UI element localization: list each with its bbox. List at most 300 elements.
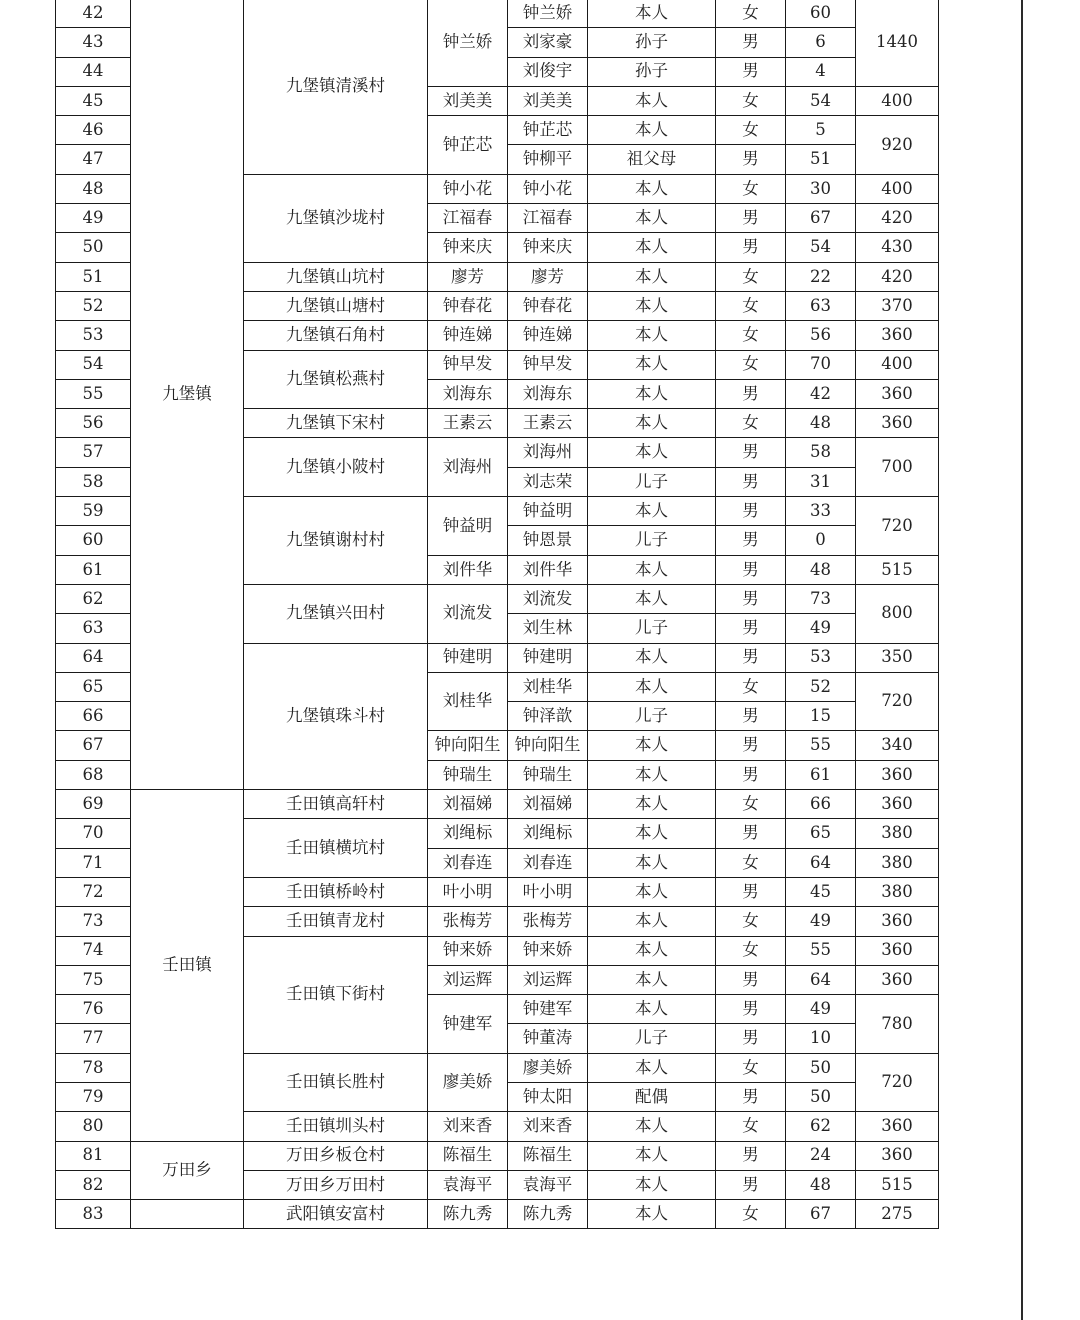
relation-cell: 本人: [588, 233, 716, 262]
member-name-cell: 钟恩景: [508, 526, 588, 555]
household-head-cell: 钟来庆: [428, 233, 508, 262]
gender-cell: 男: [716, 995, 786, 1024]
relation-cell: 儿子: [588, 467, 716, 496]
gender-cell: 男: [716, 555, 786, 584]
village-cell: 九堡镇山坑村: [244, 262, 428, 291]
amount-cell: 720: [856, 672, 939, 731]
member-name-cell: 廖芳: [508, 262, 588, 291]
row-number-cell: 46: [56, 116, 131, 145]
gender-cell: 女: [716, 1112, 786, 1141]
amount-cell: 430: [856, 233, 939, 262]
member-name-cell: 钟来庆: [508, 233, 588, 262]
gender-cell: 男: [716, 1170, 786, 1199]
household-head-cell: 江福春: [428, 204, 508, 233]
relation-cell: 儿子: [588, 1024, 716, 1053]
gender-cell: 男: [716, 526, 786, 555]
household-head-cell: 刘美美: [428, 86, 508, 115]
amount-cell: 420: [856, 262, 939, 291]
amount-cell: 400: [856, 350, 939, 379]
gender-cell: 男: [716, 233, 786, 262]
row-number-cell: 75: [56, 965, 131, 994]
row-number-cell: 60: [56, 526, 131, 555]
row-number-cell: 59: [56, 497, 131, 526]
household-head-cell: 廖美娇: [428, 1053, 508, 1112]
township-cell: 壬田镇: [131, 790, 244, 1142]
member-name-cell: 刘福娣: [508, 790, 588, 819]
household-head-cell: 钟建明: [428, 643, 508, 672]
member-name-cell: 钟小花: [508, 174, 588, 203]
row-number-cell: 62: [56, 584, 131, 613]
age-cell: 0: [786, 526, 856, 555]
amount-cell: 420: [856, 204, 939, 233]
gender-cell: 男: [716, 28, 786, 57]
village-cell: 九堡镇珠斗村: [244, 643, 428, 789]
relation-cell: 本人: [588, 731, 716, 760]
row-number-cell: 43: [56, 28, 131, 57]
household-head-cell: 钟向阳生: [428, 731, 508, 760]
age-cell: 50: [786, 1082, 856, 1111]
household-head-cell: 廖芳: [428, 262, 508, 291]
gender-cell: 女: [716, 1200, 786, 1229]
relation-cell: 本人: [588, 174, 716, 203]
relation-cell: 本人: [588, 1200, 716, 1229]
assistance-roster-table: [55, 0, 939, 1229]
amount-cell: 780: [856, 995, 939, 1054]
member-name-cell: 钟董涛: [508, 1024, 588, 1053]
age-cell: 73: [786, 584, 856, 613]
age-cell: 55: [786, 936, 856, 965]
amount-cell: 720: [856, 1053, 939, 1112]
amount-cell: 800: [856, 584, 939, 643]
gender-cell: 男: [716, 819, 786, 848]
relation-cell: 本人: [588, 86, 716, 115]
gender-cell: 女: [716, 0, 786, 28]
table-row: [56, 1200, 939, 1229]
row-number-cell: 50: [56, 233, 131, 262]
row-number-cell: 79: [56, 1082, 131, 1111]
row-number-cell: 66: [56, 702, 131, 731]
row-number-cell: 58: [56, 467, 131, 496]
relation-cell: 本人: [588, 819, 716, 848]
row-number-cell: 56: [56, 409, 131, 438]
age-cell: 66: [786, 790, 856, 819]
gender-cell: 女: [716, 86, 786, 115]
household-head-cell: 钟瑞生: [428, 760, 508, 789]
village-cell: 壬田镇高轩村: [244, 790, 428, 819]
relation-cell: 本人: [588, 438, 716, 467]
amount-cell: 920: [856, 116, 939, 175]
member-name-cell: 王素云: [508, 409, 588, 438]
village-cell: 壬田镇长胜村: [244, 1053, 428, 1112]
age-cell: 54: [786, 86, 856, 115]
relation-cell: 本人: [588, 995, 716, 1024]
household-head-cell: 钟来娇: [428, 936, 508, 965]
gender-cell: 女: [716, 672, 786, 701]
relation-cell: 本人: [588, 1053, 716, 1082]
member-name-cell: 刘家豪: [508, 28, 588, 57]
household-head-cell: 袁海平: [428, 1170, 508, 1199]
village-cell: 九堡镇小陂村: [244, 438, 428, 497]
age-cell: 48: [786, 555, 856, 584]
member-name-cell: 陈九秀: [508, 1200, 588, 1229]
age-cell: 52: [786, 672, 856, 701]
household-head-cell: 刘福娣: [428, 790, 508, 819]
household-head-cell: 陈福生: [428, 1141, 508, 1170]
row-number-cell: 81: [56, 1141, 131, 1170]
row-number-cell: 82: [56, 1170, 131, 1199]
gender-cell: 男: [716, 204, 786, 233]
relation-cell: 本人: [588, 350, 716, 379]
amount-cell: 380: [856, 819, 939, 848]
row-number-cell: 74: [56, 936, 131, 965]
amount-cell: 360: [856, 1112, 939, 1141]
member-name-cell: 钟连娣: [508, 321, 588, 350]
gender-cell: 女: [716, 350, 786, 379]
row-number-cell: 72: [56, 877, 131, 906]
member-name-cell: 刘志荣: [508, 467, 588, 496]
relation-cell: 孙子: [588, 28, 716, 57]
gender-cell: 女: [716, 936, 786, 965]
relation-cell: 本人: [588, 643, 716, 672]
household-head-cell: 钟芷芯: [428, 116, 508, 175]
amount-cell: 360: [856, 760, 939, 789]
member-name-cell: 刘流发: [508, 584, 588, 613]
household-head-cell: 张梅芳: [428, 907, 508, 936]
age-cell: 10: [786, 1024, 856, 1053]
member-name-cell: 钟芷芯: [508, 116, 588, 145]
amount-cell: 700: [856, 438, 939, 497]
member-name-cell: 刘俊宇: [508, 57, 588, 86]
member-name-cell: 钟春花: [508, 291, 588, 320]
member-name-cell: 廖美娇: [508, 1053, 588, 1082]
household-head-cell: 刘春连: [428, 848, 508, 877]
gender-cell: 女: [716, 409, 786, 438]
row-number-cell: 48: [56, 174, 131, 203]
household-head-cell: 王素云: [428, 409, 508, 438]
household-head-cell: 钟兰娇: [428, 0, 508, 86]
row-number-cell: 83: [56, 1200, 131, 1229]
member-name-cell: 刘来香: [508, 1112, 588, 1141]
member-name-cell: 刘美美: [508, 86, 588, 115]
relation-cell: 本人: [588, 409, 716, 438]
age-cell: 49: [786, 995, 856, 1024]
village-cell: 武阳镇安富村: [244, 1200, 428, 1229]
age-cell: 51: [786, 145, 856, 174]
gender-cell: 男: [716, 145, 786, 174]
age-cell: 22: [786, 262, 856, 291]
member-name-cell: 钟瑞生: [508, 760, 588, 789]
relation-cell: 本人: [588, 116, 716, 145]
household-head-cell: 钟建军: [428, 995, 508, 1054]
relation-cell: 本人: [588, 291, 716, 320]
gender-cell: 男: [716, 1082, 786, 1111]
member-name-cell: 袁海平: [508, 1170, 588, 1199]
relation-cell: 本人: [588, 877, 716, 906]
gender-cell: 男: [716, 965, 786, 994]
household-head-cell: 刘流发: [428, 584, 508, 643]
age-cell: 67: [786, 1200, 856, 1229]
amount-cell: 360: [856, 907, 939, 936]
relation-cell: 本人: [588, 379, 716, 408]
row-number-cell: 45: [56, 86, 131, 115]
household-head-cell: 刘件华: [428, 555, 508, 584]
age-cell: 56: [786, 321, 856, 350]
age-cell: 24: [786, 1141, 856, 1170]
member-name-cell: 张梅芳: [508, 907, 588, 936]
relation-cell: 本人: [588, 907, 716, 936]
age-cell: 6: [786, 28, 856, 57]
row-number-cell: 54: [56, 350, 131, 379]
amount-cell: 275: [856, 1200, 939, 1229]
age-cell: 65: [786, 819, 856, 848]
age-cell: 15: [786, 702, 856, 731]
gender-cell: 男: [716, 760, 786, 789]
amount-cell: 360: [856, 936, 939, 965]
amount-cell: 340: [856, 731, 939, 760]
page-border-right: [1021, 0, 1023, 1320]
relation-cell: 本人: [588, 965, 716, 994]
township-cell: [131, 1200, 244, 1229]
age-cell: 64: [786, 848, 856, 877]
row-number-cell: 67: [56, 731, 131, 760]
relation-cell: 孙子: [588, 57, 716, 86]
amount-cell: 515: [856, 555, 939, 584]
relation-cell: 儿子: [588, 614, 716, 643]
amount-cell: 360: [856, 321, 939, 350]
relation-cell: 本人: [588, 555, 716, 584]
row-number-cell: 70: [56, 819, 131, 848]
age-cell: 53: [786, 643, 856, 672]
gender-cell: 男: [716, 1141, 786, 1170]
age-cell: 64: [786, 965, 856, 994]
row-number-cell: 65: [56, 672, 131, 701]
table-body: [56, 0, 939, 1229]
row-number-cell: 69: [56, 790, 131, 819]
member-name-cell: 刘生林: [508, 614, 588, 643]
amount-cell: 515: [856, 1170, 939, 1199]
gender-cell: 女: [716, 262, 786, 291]
village-cell: 壬田镇圳头村: [244, 1112, 428, 1141]
age-cell: 48: [786, 1170, 856, 1199]
member-name-cell: 刘海东: [508, 379, 588, 408]
household-head-cell: 刘海东: [428, 379, 508, 408]
table-row: [56, 790, 939, 819]
member-name-cell: 钟益明: [508, 497, 588, 526]
household-head-cell: 叶小明: [428, 877, 508, 906]
relation-cell: 本人: [588, 321, 716, 350]
gender-cell: 男: [716, 497, 786, 526]
relation-cell: 本人: [588, 848, 716, 877]
gender-cell: 男: [716, 584, 786, 613]
age-cell: 49: [786, 907, 856, 936]
relation-cell: 儿子: [588, 526, 716, 555]
relation-cell: 本人: [588, 790, 716, 819]
gender-cell: 女: [716, 116, 786, 145]
township-cell: 九堡镇: [131, 0, 244, 790]
household-head-cell: 刘桂华: [428, 672, 508, 731]
member-name-cell: 钟太阳: [508, 1082, 588, 1111]
gender-cell: 男: [716, 877, 786, 906]
household-head-cell: 钟小花: [428, 174, 508, 203]
village-cell: 万田乡万田村: [244, 1170, 428, 1199]
gender-cell: 女: [716, 790, 786, 819]
row-number-cell: 44: [56, 57, 131, 86]
member-name-cell: 钟泽歆: [508, 702, 588, 731]
row-number-cell: 73: [56, 907, 131, 936]
village-cell: 壬田镇青龙村: [244, 907, 428, 936]
relation-cell: 本人: [588, 1170, 716, 1199]
amount-cell: 720: [856, 497, 939, 556]
row-number-cell: 55: [56, 379, 131, 408]
gender-cell: 女: [716, 907, 786, 936]
amount-cell: 400: [856, 86, 939, 115]
row-number-cell: 51: [56, 262, 131, 291]
relation-cell: 祖父母: [588, 145, 716, 174]
gender-cell: 男: [716, 1024, 786, 1053]
relation-cell: 本人: [588, 497, 716, 526]
age-cell: 5: [786, 116, 856, 145]
member-name-cell: 刘件华: [508, 555, 588, 584]
age-cell: 45: [786, 877, 856, 906]
gender-cell: 男: [716, 702, 786, 731]
row-number-cell: 53: [56, 321, 131, 350]
amount-cell: 360: [856, 965, 939, 994]
household-head-cell: 刘运辉: [428, 965, 508, 994]
row-number-cell: 78: [56, 1053, 131, 1082]
amount-cell: 400: [856, 174, 939, 203]
member-name-cell: 钟兰娇: [508, 0, 588, 28]
row-number-cell: 57: [56, 438, 131, 467]
age-cell: 48: [786, 409, 856, 438]
village-cell: 九堡镇谢村村: [244, 497, 428, 585]
household-head-cell: 钟早发: [428, 350, 508, 379]
village-cell: 九堡镇松燕村: [244, 350, 428, 409]
row-number-cell: 63: [56, 614, 131, 643]
age-cell: 33: [786, 497, 856, 526]
age-cell: 61: [786, 760, 856, 789]
row-number-cell: 52: [56, 291, 131, 320]
village-cell: 九堡镇下宋村: [244, 409, 428, 438]
relation-cell: 本人: [588, 584, 716, 613]
gender-cell: 男: [716, 614, 786, 643]
gender-cell: 女: [716, 1053, 786, 1082]
relation-cell: 本人: [588, 760, 716, 789]
gender-cell: 男: [716, 643, 786, 672]
amount-cell: 380: [856, 877, 939, 906]
relation-cell: 本人: [588, 1112, 716, 1141]
member-name-cell: 陈福生: [508, 1141, 588, 1170]
age-cell: 63: [786, 291, 856, 320]
gender-cell: 女: [716, 848, 786, 877]
relation-cell: 本人: [588, 1141, 716, 1170]
row-number-cell: 71: [56, 848, 131, 877]
member-name-cell: 刘运辉: [508, 965, 588, 994]
village-cell: 壬田镇横坑村: [244, 819, 428, 878]
age-cell: 62: [786, 1112, 856, 1141]
row-number-cell: 77: [56, 1024, 131, 1053]
age-cell: 60: [786, 0, 856, 28]
village-cell: 九堡镇清溪村: [244, 0, 428, 174]
household-head-cell: 钟春花: [428, 291, 508, 320]
row-number-cell: 64: [56, 643, 131, 672]
member-name-cell: 钟柳平: [508, 145, 588, 174]
gender-cell: 女: [716, 321, 786, 350]
age-cell: 30: [786, 174, 856, 203]
row-number-cell: 61: [56, 555, 131, 584]
member-name-cell: 钟早发: [508, 350, 588, 379]
age-cell: 70: [786, 350, 856, 379]
member-name-cell: 刘海州: [508, 438, 588, 467]
gender-cell: 男: [716, 731, 786, 760]
member-name-cell: 刘桂华: [508, 672, 588, 701]
age-cell: 42: [786, 379, 856, 408]
gender-cell: 女: [716, 174, 786, 203]
township-cell: 万田乡: [131, 1141, 244, 1200]
table-row: [56, 0, 939, 28]
village-cell: 壬田镇桥岭村: [244, 877, 428, 906]
age-cell: 49: [786, 614, 856, 643]
member-name-cell: 钟向阳生: [508, 731, 588, 760]
age-cell: 55: [786, 731, 856, 760]
household-head-cell: 刘海州: [428, 438, 508, 497]
age-cell: 54: [786, 233, 856, 262]
gender-cell: 女: [716, 291, 786, 320]
amount-cell: 360: [856, 790, 939, 819]
age-cell: 4: [786, 57, 856, 86]
relation-cell: 本人: [588, 0, 716, 28]
gender-cell: 男: [716, 438, 786, 467]
amount-cell: 370: [856, 291, 939, 320]
member-name-cell: 刘春连: [508, 848, 588, 877]
member-name-cell: 钟建军: [508, 995, 588, 1024]
relation-cell: 儿子: [588, 702, 716, 731]
village-cell: 九堡镇兴田村: [244, 584, 428, 643]
amount-cell: 350: [856, 643, 939, 672]
row-number-cell: 76: [56, 995, 131, 1024]
gender-cell: 男: [716, 379, 786, 408]
amount-cell: 360: [856, 1141, 939, 1170]
relation-cell: 本人: [588, 936, 716, 965]
row-number-cell: 47: [56, 145, 131, 174]
table-row: [56, 1141, 939, 1170]
member-name-cell: 刘绳标: [508, 819, 588, 848]
village-cell: 九堡镇山塘村: [244, 291, 428, 320]
amount-cell: 360: [856, 409, 939, 438]
gender-cell: 男: [716, 467, 786, 496]
age-cell: 58: [786, 438, 856, 467]
member-name-cell: 叶小明: [508, 877, 588, 906]
row-number-cell: 80: [56, 1112, 131, 1141]
village-cell: 九堡镇沙垅村: [244, 174, 428, 262]
row-number-cell: 42: [56, 0, 131, 28]
household-head-cell: 钟连娣: [428, 321, 508, 350]
relation-cell: 配偶: [588, 1082, 716, 1111]
household-head-cell: 钟益明: [428, 497, 508, 556]
member-name-cell: 钟建明: [508, 643, 588, 672]
age-cell: 67: [786, 204, 856, 233]
row-number-cell: 68: [56, 760, 131, 789]
village-cell: 万田乡板仓村: [244, 1141, 428, 1170]
household-head-cell: 陈九秀: [428, 1200, 508, 1229]
village-cell: 壬田镇下街村: [244, 936, 428, 1053]
village-cell: 九堡镇石角村: [244, 321, 428, 350]
amount-cell: 1440: [856, 0, 939, 86]
age-cell: 50: [786, 1053, 856, 1082]
relation-cell: 本人: [588, 204, 716, 233]
household-head-cell: 刘绳标: [428, 819, 508, 848]
member-name-cell: 钟来娇: [508, 936, 588, 965]
amount-cell: 380: [856, 848, 939, 877]
